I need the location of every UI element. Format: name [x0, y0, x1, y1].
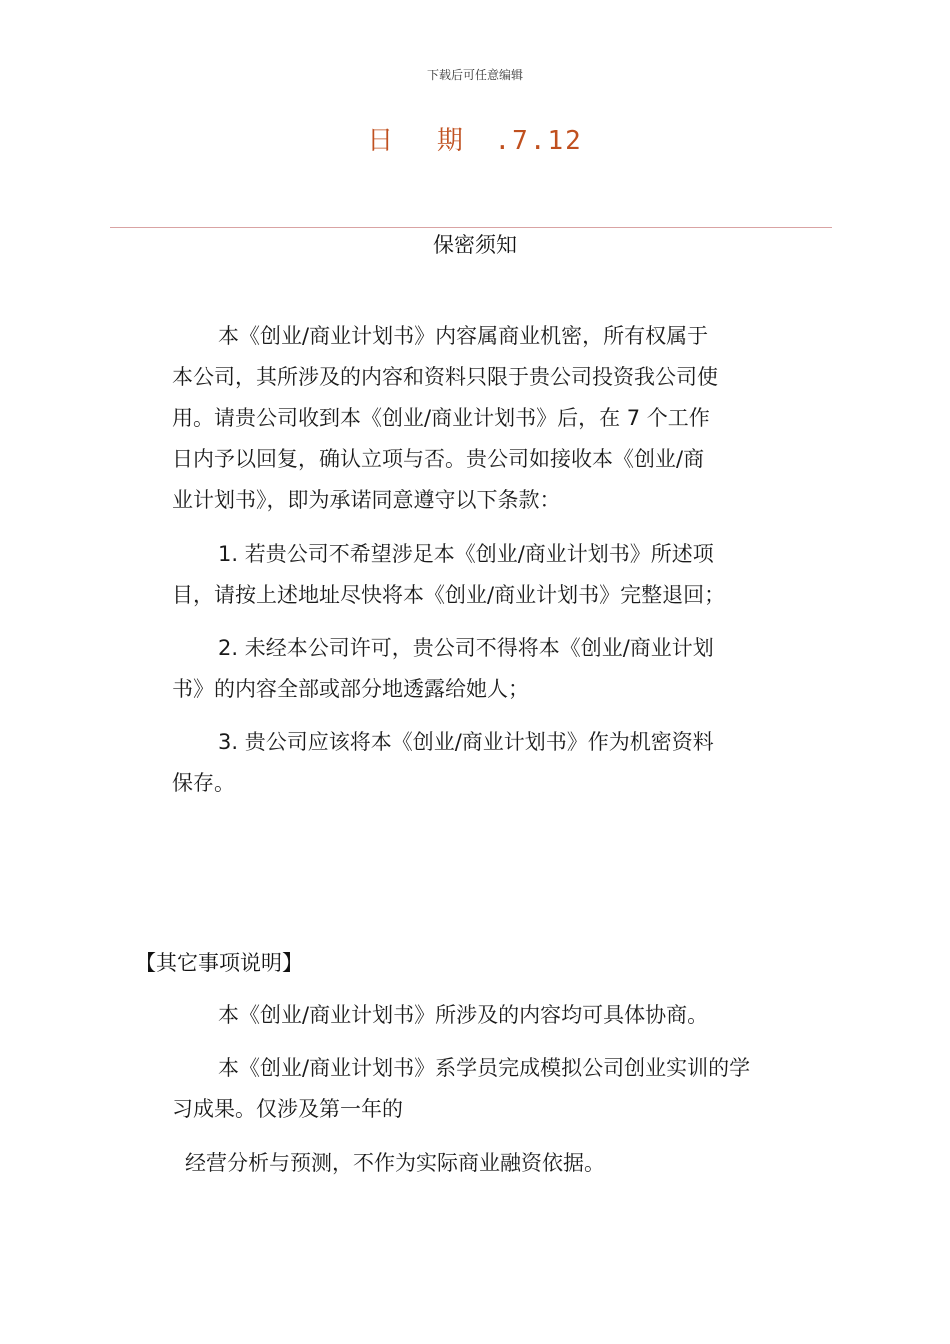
- notice-paragraph-line-2: 本公司，其所涉及的内容和资料只限于贵公司投资我公司使: [172, 365, 718, 389]
- header-note: 下载后可任意编辑: [426, 68, 523, 82]
- date-line: [0, 120, 950, 157]
- clause-1-line-2: 目，请按上述地址尽快将本《创业/商业计划书》完整退回；: [172, 583, 726, 607]
- other-notes-title: 【其它事项说明】: [135, 951, 303, 975]
- notice-paragraph-line-4: 日内予以回复，确认立项与否。贵公司如接收本《创业/商: [172, 447, 705, 471]
- clause-3-line-2: 保存。: [172, 771, 235, 795]
- notice-paragraph-line-3: 用。请贵公司收到本《创业/商业计划书》后，在 7 个工作: [172, 406, 710, 430]
- other-notes-line-2b: 习成果。仅涉及第一年的: [172, 1097, 403, 1121]
- clause-2-line-2: 书》的内容全部或部分地透露给她人；: [172, 677, 529, 701]
- date-label: 日 期: [367, 126, 477, 156]
- notice-paragraph-line-1: 本《创业/商业计划书》内容属商业机密，所有权属于: [218, 324, 709, 348]
- other-notes-line-1: 本《创业/商业计划书》所涉及的内容均可具体协商。: [218, 1003, 709, 1027]
- clause-2-line-1: 2. 未经本公司许可，贵公司不得将本《创业/商业计划: [218, 636, 714, 660]
- notice-title: 保密须知: [433, 233, 517, 257]
- date-value: .7.12: [494, 126, 583, 156]
- clause-3-line-1: 3. 贵公司应该将本《创业/商业计划书》作为机密资料: [218, 730, 714, 754]
- other-notes-line-3: 经营分析与预测，不作为实际商业融资依据。: [185, 1151, 605, 1175]
- other-notes-line-2a: 本《创业/商业计划书》系学员完成模拟公司创业实训的学: [218, 1056, 751, 1080]
- header-divider: [110, 227, 832, 228]
- notice-paragraph-line-5: 业计划书》，即为承诺同意遵守以下条款：: [172, 488, 561, 512]
- clause-1-line-1: 1. 若贵公司不希望涉足本《创业/商业计划书》所述项: [218, 542, 714, 566]
